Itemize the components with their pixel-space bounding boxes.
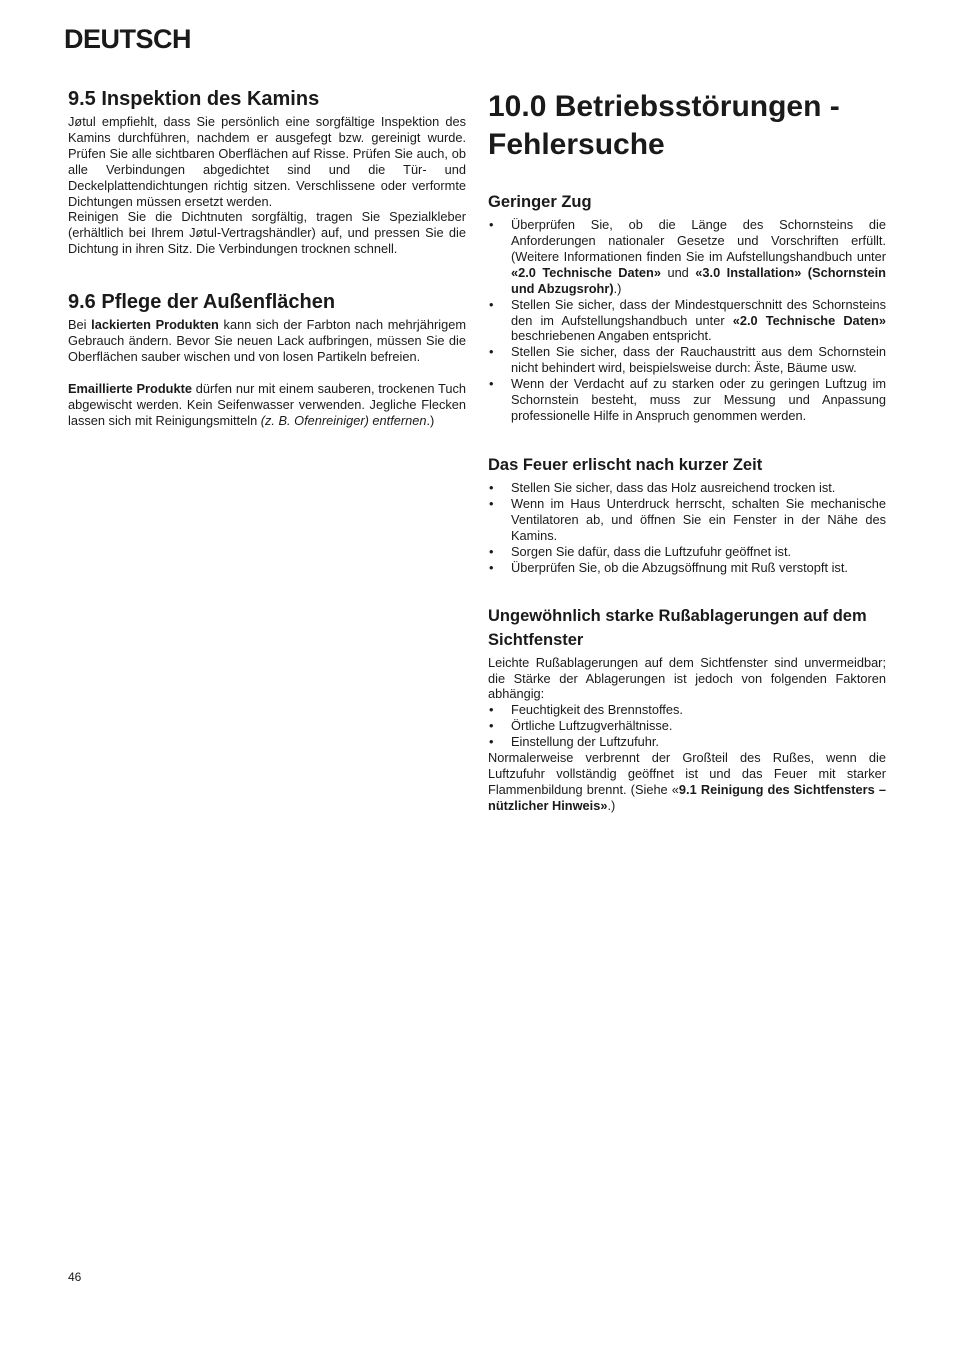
section-title-surface-care: 9.6 Pflege der Außenflächen (68, 291, 336, 314)
right-column (488, 88, 886, 814)
inspection-paragraph-1: Jøtul empfiehlt, dass Sie persönlich eine sorgfältige Inspektion des Kamins durchführen, nachdem er ausgefegt bzw. gereinigt wurde. Prüfen Sie alle sichtbaren Oberflächen auf Risse. Prüfen Sie auch, ob alle Verbindungen abgedichtet sind und die Tür- und Deckelplattendichtungen richtig sitzen. Verschlissene oder verformte Dichtungen müssen ersetzt werden. (68, 114, 466, 209)
soot-factors-list (488, 702, 886, 750)
section-low-draft (488, 191, 886, 424)
section-surface-care (68, 291, 466, 428)
subsection-title-soot-deposits: Ungewöhnlich starke Rußablagerungen auf dem Sichtfenster (488, 607, 867, 649)
list-item: • Überprüfen Sie, ob die Abzugsöffnung mit Ruß verstopft ist. (488, 560, 886, 576)
list-item: • Örtliche Luftzugverhältnisse. (488, 718, 886, 734)
section-title-inspection: 9.5 Inspektion des Kamins (68, 88, 320, 110)
list-item: • Feuchtigkeit des Brennstoffes. (488, 702, 886, 718)
spacer (68, 257, 466, 291)
spacer (488, 424, 886, 454)
spacer (488, 575, 886, 605)
lacquered-products-term: lackierten Produkten (91, 317, 219, 333)
enamelled-products-term: Emaillierte Produkte (68, 380, 192, 396)
left-column (68, 88, 466, 429)
section-fire-goes-out (488, 454, 886, 576)
list-item: • Stellen Sie sicher, dass das Holz ausreichend trocken ist. (488, 480, 886, 496)
list-item: • Überprüfen Sie, ob die Länge des Schornsteins die Anforderungen nationaler Gesetze und Vorschriften erfüllt. (Weitere Informationen finden Sie im Aufstellungshandbuch unter «2.0 Technische Daten» und «3.0 Installation» (Schornstein und Abzugsrohr).) (488, 217, 886, 297)
list-item: • Wenn der Verdacht auf zu starken oder zu geringen Luftzug im Schornstein besteht, muss zur Messung und Anpassung professionelle Hilfe in Anspruch genommen werden. (488, 376, 886, 424)
language-header: DEUTSCH (64, 24, 192, 54)
surface-care-paragraph-2: Emaillierte Produkte dürfen nur mit einem sauberen, trockenen Tuch abgewischt werden. Kein Seifenwasser verwenden. Jegliche Flecken lassen sich mit Reinigungsmitteln (z. B. Ofenreiniger) entfernen.) (68, 380, 466, 428)
spacer (68, 365, 466, 381)
link-window-cleaning: 9.1 Reinigung des Sichtfensters – nützlicher Hinweis» (488, 781, 886, 813)
list-item: • Einstellung der Luftzufuhr. (488, 734, 886, 750)
low-draft-list (488, 217, 886, 424)
subsection-title-low-draft: Geringer Zug (488, 193, 592, 211)
fire-goes-out-list (488, 480, 886, 575)
list-item: • Wenn im Haus Unterdruck herrscht, schalten Sie mechanische Ventilatoren ab, und öffnen Sie ein Fenster in der Nähe des Kamins. (488, 496, 886, 544)
list-item: • Stellen Sie sicher, dass der Rauchaustritt aus dem Schornstein nicht behindert wird, beispielsweise durch: Äste, Bäume usw. (488, 344, 886, 376)
chapter-title-troubleshooting: 10.0 Betriebsstörungen - Fehlersuche (488, 90, 840, 161)
link-installation: «3.0 Installation» (Schornstein und Abzugsrohr) (511, 264, 886, 296)
soot-intro-paragraph: Leichte Rußablagerungen auf dem Sichtfenster sind unvermeidbar; die Stärke der Ablagerungen ist jedoch von folgenden Faktoren abhängig: (488, 654, 886, 702)
inspection-paragraph-2: Reinigen Sie die Dichtnuten sorgfältig, tragen Sie Spezialkleber (erhältlich bei Ihrem Jøtul-Vertragshändler) auf, und pressen Sie die Dichtung in ihren Sitz. Die Verbindungen trocknen schnell. (68, 209, 466, 257)
link-technical-data: «2.0 Technische Daten» (511, 264, 661, 280)
subsection-title-fire-goes-out: Das Feuer erlischt nach kurzer Zeit (488, 455, 763, 474)
list-item: • Sorgen Sie dafür, dass die Luftzufuhr geöffnet ist. (488, 544, 886, 560)
link-technical-data: «2.0 Technische Daten» (732, 312, 886, 328)
section-inspection (68, 88, 466, 257)
soot-outro-paragraph: Normalerweise verbrennt der Großteil des Rußes, wenn die Luftzufuhr vollständig geöffnet ist und das Feuer mit starker Flammenbildung brennt. (Siehe «9.1 Reinigung des Sichtfensters – nützlicher Hinweis».) (488, 750, 886, 813)
page-number: 46 (68, 1270, 82, 1284)
section-soot-deposits (488, 605, 886, 813)
surface-care-paragraph-1: Bei lackierten Produkten kann sich der Farbton nach mehrjährigem Gebrauch ändern. Bevor Sie neuen Lack aufbringen, müssen Sie die Oberflächen sauber wischen und von losen Partikeln befreien. (68, 317, 466, 364)
list-item: • Stellen Sie sicher, dass der Mindestquerschnitt des Schornsteins den im Aufstellungshandbuch unter «2.0 Technische Daten» beschriebenen Angaben entspricht. (488, 297, 886, 345)
